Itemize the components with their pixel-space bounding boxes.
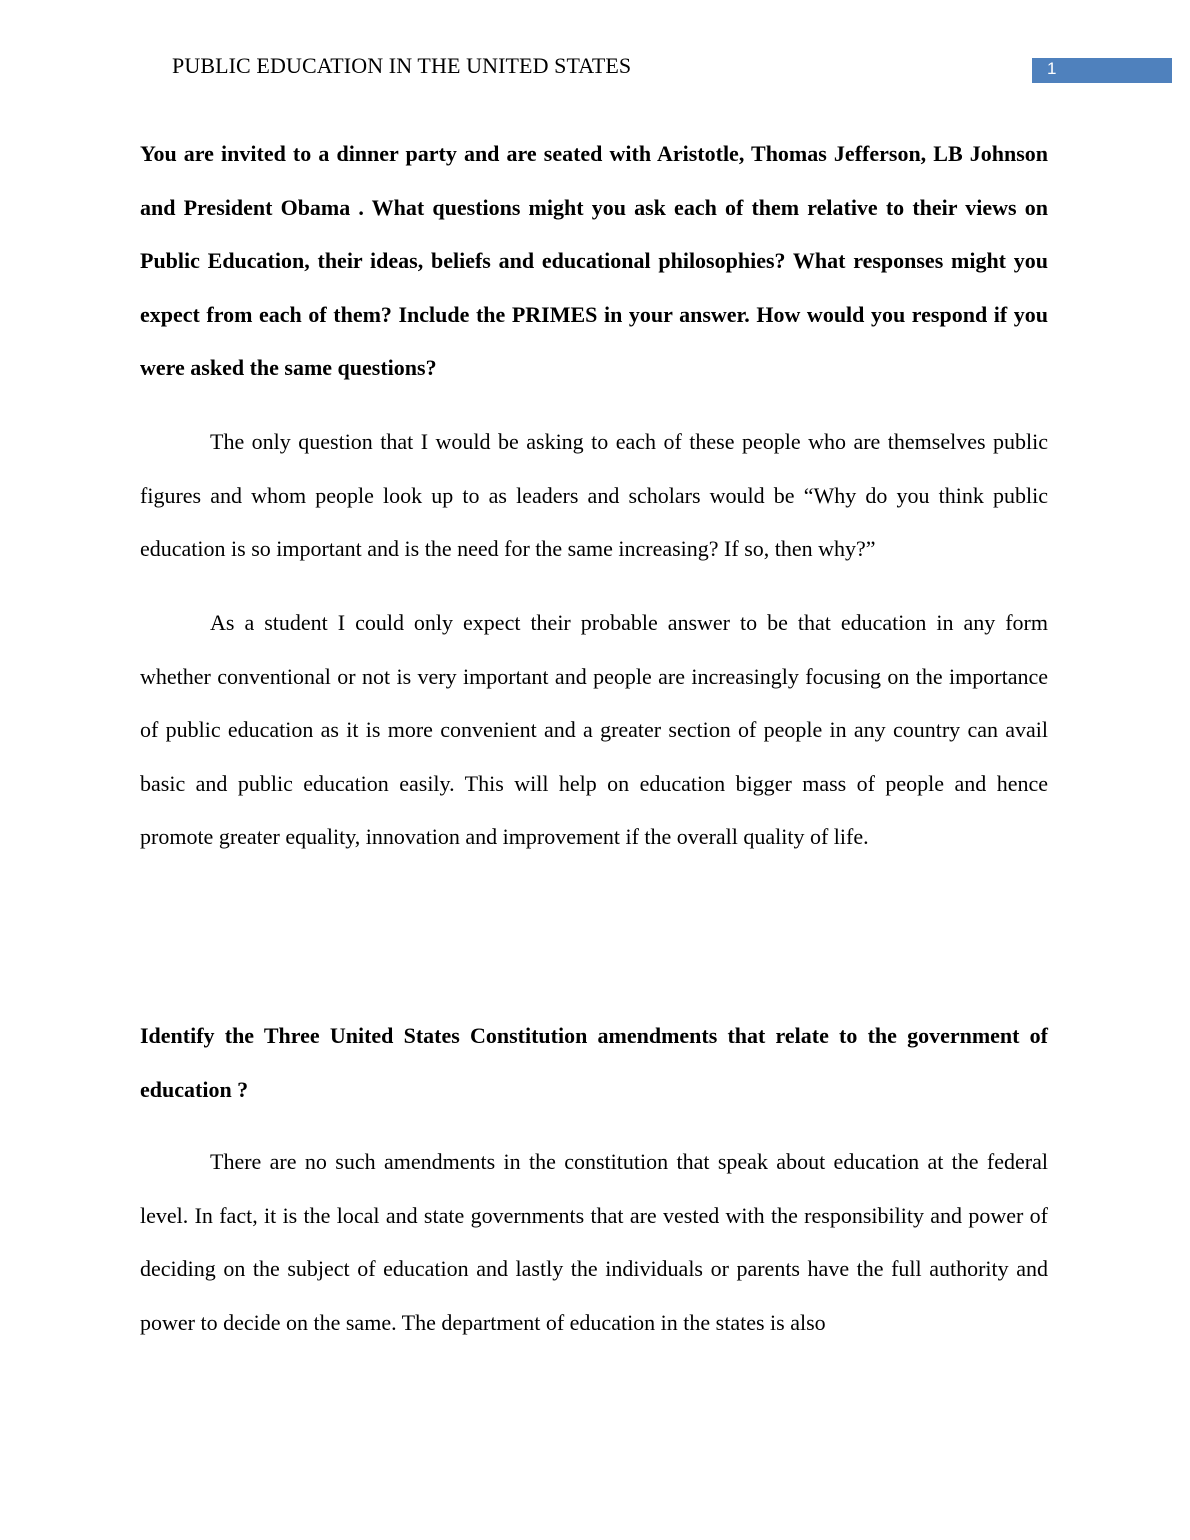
page-number: 1: [1047, 59, 1057, 78]
question-heading: Identify the Three United States Constitution amendments that relate to the government of education ?: [140, 1023, 1048, 1102]
answer-paragraph: As a student I could only expect their probable answer to be that education in any form whether conventional or not is very important and people are increasingly focusing on the importance of public education as it is more convenient and a greater section of people in any country can avail basic and public education easily. This will help on education bigger mass of people and hence promote greater equality, innovation and improvement if the overall quality of life.: [140, 610, 1048, 850]
running-head: PUBLIC EDUCATION IN THE UNITED STATES: [172, 53, 632, 78]
answer-paragraph: There are no such amendments in the constitution that speak about education at the federal level. In fact, it is the local and state governments that are vested with the responsibility and power of deciding on the subject of education and lastly the individuals or parents have the full authority and power to decide on the same. The department of education in the states is also: [140, 1149, 1048, 1335]
page-number-box: [1032, 58, 1172, 83]
answer-paragraph: The only question that I would be asking to each of these people who are themselves public figures and whom people look up to as leaders and scholars would be “Why do you think public education is so important and is the need for the same increasing? If so, then why?”: [140, 429, 1048, 562]
question-heading: You are invited to a dinner party and are seated with Aristotle, Thomas Jefferson, LB Johnson and President Obama . What questions might you ask each of them relative to their views on Public Education, their ideas, beliefs and educational philosophies? What responses might you expect from each of them? Include the PRIMES in your answer. How would you respond if you were asked the same questions?: [140, 141, 1048, 381]
